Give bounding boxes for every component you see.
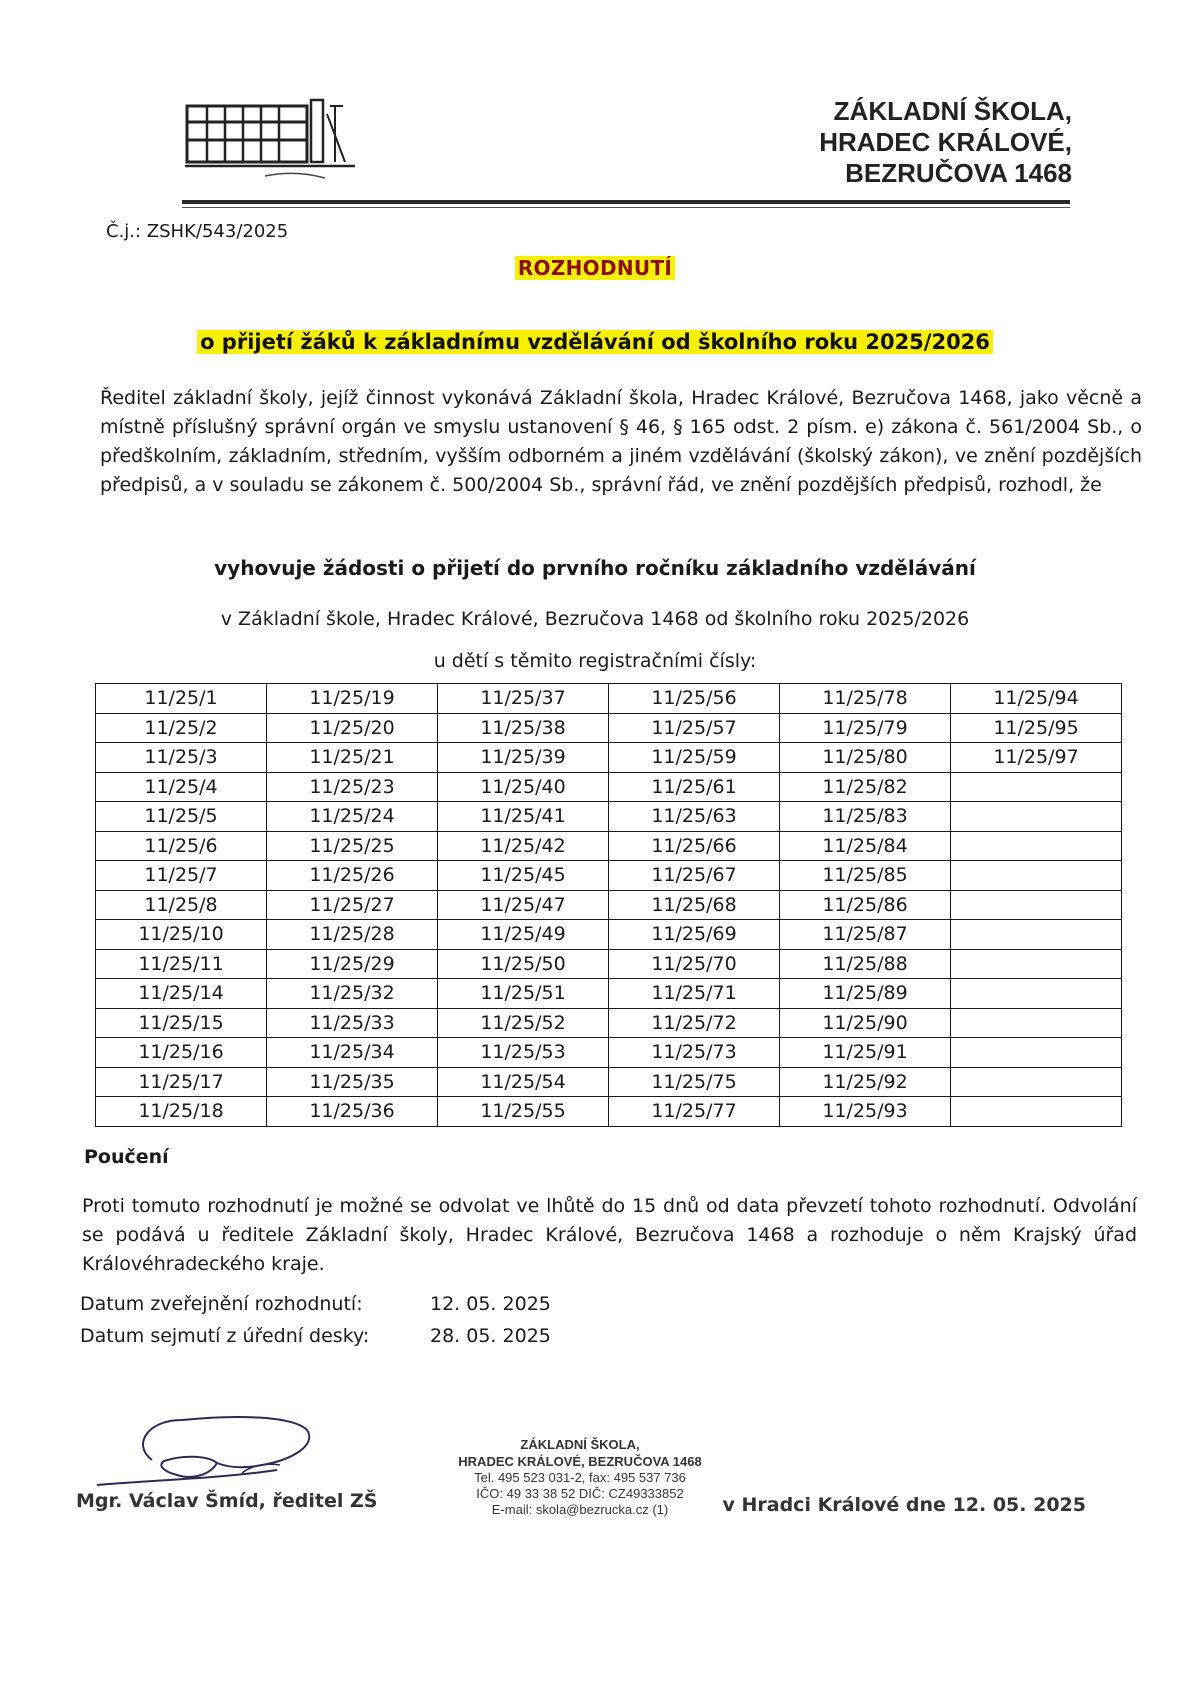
table-cell: [951, 1008, 1122, 1038]
table-cell: 11/25/4: [96, 772, 267, 802]
removed-label: Datum sejmutí z úřední desky:: [80, 1325, 370, 1347]
table-cell: 11/25/34: [267, 1038, 438, 1068]
table-cell: 11/25/15: [96, 1008, 267, 1038]
table-row: [96, 772, 1122, 802]
table-cell: 11/25/19: [267, 684, 438, 714]
table-cell: 11/25/72: [609, 1008, 780, 1038]
document-title-text: ROZHODNUTÍ: [515, 256, 675, 280]
table-cell: 11/25/8: [96, 890, 267, 920]
document-title: [0, 256, 1190, 280]
table-cell: [951, 802, 1122, 832]
table-cell: 11/25/56: [609, 684, 780, 714]
table-cell: 11/25/5: [96, 802, 267, 832]
table-cell: 11/25/88: [780, 949, 951, 979]
table-cell: 11/25/53: [438, 1038, 609, 1068]
school-name-line3: BEZRUČOVA 1468: [845, 158, 1072, 188]
removed-row: [80, 1320, 551, 1352]
table-cell: 11/25/67: [609, 861, 780, 891]
table-cell: [951, 979, 1122, 1009]
table-cell: [951, 890, 1122, 920]
table-cell: 11/25/36: [267, 1097, 438, 1127]
table-cell: 11/25/82: [780, 772, 951, 802]
table-cell: 11/25/41: [438, 802, 609, 832]
table-cell: 11/25/80: [780, 743, 951, 773]
table-cell: 11/25/2: [96, 713, 267, 743]
stamp-line2: HRADEC KRÁLOVÉ, BEZRUČOVA 1468: [458, 1454, 702, 1469]
document-subtitle-text: o přijetí žáků k základnímu vzdělávání od školního roku 2025/2026: [197, 330, 993, 354]
table-row: [96, 890, 1122, 920]
table-cell: 11/25/6: [96, 831, 267, 861]
table-row: [96, 979, 1122, 1009]
registration-table-body: [96, 684, 1122, 1127]
table-row: [96, 1097, 1122, 1127]
table-cell: 11/25/66: [609, 831, 780, 861]
table-cell: [951, 1038, 1122, 1068]
table-cell: [951, 920, 1122, 950]
school-logo: [185, 96, 365, 186]
table-cell: [951, 831, 1122, 861]
intro-paragraph: Ředitel základní školy, jejíž činnost vykonává Základní škola, Hradec Králové, Bezručova 1468, jako věcně a místně příslušný správní orgán ve smyslu ustanovení § 46, § 165 odst. 2 písm. e) zákona č. 561/2004 Sb., o předškolním, základním, středním, vyšším odborném a jiném vzdělávání (školský zákon), ve znění pozdějších předpisů, a v souladu se zákonem č. 500/2004 Sb., správní řád, ve znění pozdějších předpisů, rozhodl, že: [100, 387, 1142, 496]
published-row: [80, 1288, 551, 1320]
school-name-line2: HRADEC KRÁLOVÉ,: [819, 127, 1072, 157]
table-row: [96, 1008, 1122, 1038]
table-cell: 11/25/97: [951, 743, 1122, 773]
table-row: [96, 713, 1122, 743]
table-cell: 11/25/14: [96, 979, 267, 1009]
table-cell: 11/25/71: [609, 979, 780, 1009]
table-cell: 11/25/11: [96, 949, 267, 979]
table-cell: 11/25/63: [609, 802, 780, 832]
table-row: [96, 1067, 1122, 1097]
dates-block: [80, 1288, 551, 1352]
director-name: Mgr. Václav Šmíd, ředitel ZŠ: [76, 1490, 378, 1512]
table-cell: 11/25/85: [780, 861, 951, 891]
table-cell: [951, 861, 1122, 891]
school-header: [819, 96, 1072, 189]
table-cell: 11/25/38: [438, 713, 609, 743]
registration-table: [95, 683, 1122, 1127]
table-cell: 11/25/59: [609, 743, 780, 773]
table-cell: 11/25/35: [267, 1067, 438, 1097]
table-row: [96, 743, 1122, 773]
table-cell: 11/25/23: [267, 772, 438, 802]
table-cell: 11/25/89: [780, 979, 951, 1009]
stamp-line4: IČO: 49 33 38 52 DIČ: CZ49333852: [476, 1486, 684, 1501]
table-cell: 11/25/86: [780, 890, 951, 920]
table-cell: 11/25/24: [267, 802, 438, 832]
table-cell: 11/25/73: [609, 1038, 780, 1068]
table-cell: [951, 949, 1122, 979]
table-cell: 11/25/61: [609, 772, 780, 802]
table-cell: 11/25/18: [96, 1097, 267, 1127]
reference-number: Č.j.: ZSHK/543/2025: [106, 221, 289, 242]
table-cell: 11/25/84: [780, 831, 951, 861]
table-row: [96, 802, 1122, 832]
header-divider: [182, 200, 1070, 204]
published-label: Datum zveřejnění rozhodnutí:: [80, 1293, 363, 1315]
published-value: 12. 05. 2025: [430, 1293, 551, 1315]
decision-registration-line: u dětí s těmito registračními čísly:: [433, 650, 757, 672]
place-and-date: v Hradci Králové dne 12. 05. 2025: [722, 1494, 1086, 1516]
table-cell: 11/25/21: [267, 743, 438, 773]
table-row: [96, 684, 1122, 714]
table-cell: 11/25/78: [780, 684, 951, 714]
table-cell: 11/25/1: [96, 684, 267, 714]
table-cell: 11/25/52: [438, 1008, 609, 1038]
table-row: [96, 920, 1122, 950]
table-cell: 11/25/28: [267, 920, 438, 950]
table-cell: 11/25/70: [609, 949, 780, 979]
table-cell: 11/25/32: [267, 979, 438, 1009]
table-cell: [951, 1067, 1122, 1097]
table-cell: 11/25/3: [96, 743, 267, 773]
table-cell: 11/25/92: [780, 1067, 951, 1097]
table-cell: 11/25/39: [438, 743, 609, 773]
table-cell: 11/25/33: [267, 1008, 438, 1038]
table-cell: 11/25/79: [780, 713, 951, 743]
appeal-paragraph: Proti tomuto rozhodnutí je možné se odvolat ve lhůtě do 15 dnů od data převzetí tohoto rozhodnutí. Odvolání se podává u ředitele Základní školy, Hradec Králové, Bezručova 1468 a rozhoduje o něm Krajský úřad Královéhradeckého kraje.: [82, 1195, 1137, 1275]
table-cell: 11/25/90: [780, 1008, 951, 1038]
table-cell: 11/25/10: [96, 920, 267, 950]
table-cell: 11/25/91: [780, 1038, 951, 1068]
table-cell: 11/25/77: [609, 1097, 780, 1127]
table-cell: 11/25/54: [438, 1067, 609, 1097]
table-cell: 11/25/75: [609, 1067, 780, 1097]
school-name-line1: ZÁKLADNÍ ŠKOLA,: [833, 96, 1072, 126]
stamp-line5: E-mail: skola@bezrucka.cz (1): [491, 1502, 669, 1517]
table-cell: 11/25/16: [96, 1038, 267, 1068]
table-cell: 11/25/94: [951, 684, 1122, 714]
table-cell: 11/25/83: [780, 802, 951, 832]
table-cell: [951, 772, 1122, 802]
table-cell: 11/25/29: [267, 949, 438, 979]
table-row: [96, 1038, 1122, 1068]
table-cell: 11/25/20: [267, 713, 438, 743]
decision-school-line: v Základní škole, Hradec Králové, Bezručova 1468 od školního roku 2025/2026: [220, 608, 970, 630]
table-cell: 11/25/7: [96, 861, 267, 891]
table-cell: [951, 1097, 1122, 1127]
table-cell: 11/25/49: [438, 920, 609, 950]
table-cell: 11/25/37: [438, 684, 609, 714]
table-row: [96, 861, 1122, 891]
table-cell: 11/25/95: [951, 713, 1122, 743]
removed-value: 28. 05. 2025: [430, 1325, 551, 1347]
table-cell: 11/25/45: [438, 861, 609, 891]
table-cell: 11/25/27: [267, 890, 438, 920]
school-stamp: [440, 1436, 720, 1518]
table-cell: 11/25/40: [438, 772, 609, 802]
header-divider-thin: [182, 207, 1070, 208]
table-cell: 11/25/57: [609, 713, 780, 743]
instruction-heading: Poučení: [84, 1146, 169, 1168]
table-row: [96, 831, 1122, 861]
table-cell: 11/25/87: [780, 920, 951, 950]
table-cell: 11/25/42: [438, 831, 609, 861]
stamp-line1: ZÁKLADNÍ ŠKOLA,: [520, 1437, 640, 1452]
table-cell: 11/25/68: [609, 890, 780, 920]
table-cell: 11/25/47: [438, 890, 609, 920]
table-cell: 11/25/26: [267, 861, 438, 891]
document-subtitle: [0, 330, 1190, 354]
table-row: [96, 949, 1122, 979]
stamp-line3: Tel. 495 523 031-2, fax: 495 537 736: [474, 1470, 686, 1485]
decision-statement: vyhovuje žádosti o přijetí do prvního ročníku základního vzdělávání: [214, 556, 976, 580]
table-cell: 11/25/93: [780, 1097, 951, 1127]
table-cell: 11/25/69: [609, 920, 780, 950]
table-cell: 11/25/51: [438, 979, 609, 1009]
table-cell: 11/25/17: [96, 1067, 267, 1097]
table-cell: 11/25/25: [267, 831, 438, 861]
table-cell: 11/25/50: [438, 949, 609, 979]
table-cell: 11/25/55: [438, 1097, 609, 1127]
